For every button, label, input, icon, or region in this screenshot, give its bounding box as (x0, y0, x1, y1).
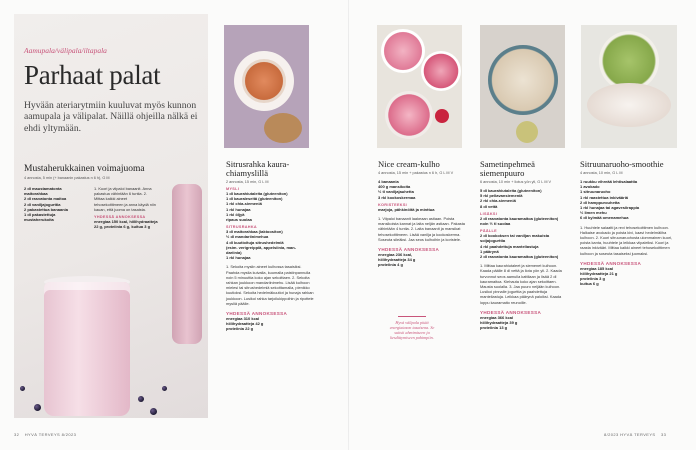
section-title: LISÄKSI (480, 211, 498, 216)
ingredient-list: 2 dl rasvatonta kauramaitoa (gluteeniton) noin ½ tl suolaa (480, 215, 559, 227)
nutrition-title: YHDESSÄ ANNOKSESSA (378, 247, 440, 253)
bowl (488, 45, 558, 115)
page-number: 33 (661, 432, 667, 437)
section-title: MYSLI (226, 187, 240, 191)
blackcurrant (162, 386, 167, 391)
photo-siemenpuuro (480, 25, 565, 148)
nutrition-info: energiaa 150 kcal, hiilihydraatteja 22 g, proteiinia 6 g, kuitua 3 g (94, 219, 158, 230)
blackcurrant (34, 404, 41, 411)
recipe-steps: 1. Kuori ja viipaloi banaanit. Anna pakastua vähintään 6 tuntia. 2. Mittaa kaikki aineet tehosekoittimeen ja anna käydä niin kauan, että juoma on tasaista. (94, 186, 156, 212)
saucer (587, 83, 671, 127)
granola-bowl (264, 113, 302, 143)
recipe-meta: 4 annosta, 15 min + pakastus n 6 h, G L M V (378, 171, 454, 175)
ingredient-list: 1 dl kaurahiutaleita (gluteeniton) 1 dl kauraleseitä (gluteeniton) 1 rkl chia-siemeniä 1 rkl hunajaa 1 rkl öljyä ripaus suolaa (226, 191, 288, 223)
magazine-issue: 8/2023 HYVÄ TERVEYS (604, 432, 656, 437)
magazine-issue: HYVÄ TERVEYS 8/2023 (24, 432, 77, 437)
page-fold (348, 0, 349, 450)
recipe-meta: 4 annosta, 10 min, G L M (580, 171, 623, 175)
nutrition-title: YHDESSÄ ANNOKSESSA (480, 309, 542, 315)
recipe-nice-cream (378, 160, 466, 268)
ingredient-list: 4 banaania 400 g mansikoita ½ tl vaniljajauhetta 3 rkl kookoskermaa (378, 179, 416, 200)
nutrition-title: YHDESSÄ ANNOKSESSA (94, 215, 146, 220)
bowl (421, 51, 461, 91)
section-title: KORISTEEKSI (378, 202, 408, 207)
recipe-smoothie (580, 160, 676, 287)
footer-right (604, 432, 666, 437)
recipe-meta: 2 annosta, 15 min, G L M (226, 180, 269, 184)
page-intro: Hyvään ateriarytmiin kuuluvat myös kunnon aamupala ja välipalat. Näillä ohjeilla nälkä ei ehdi yltymään. (24, 100, 198, 134)
recipe-blackcurrant-drink (24, 164, 174, 229)
blackcurrant (150, 408, 157, 415)
recipe-steps: 1. Viipaloi banaanit laakeaan astiaan. Poista mansikoista kannat ja laita neljän astiaan. Pakasta vähintään 4 tuntia. 2. Laita banaanit ja mansikat tehosekoittimeen. Lisää vanilja ja kookoskerma. Soseuta sileäksi. Jaa seos kulhoihin ja koristele. (378, 216, 465, 242)
granola (242, 59, 286, 103)
blackcurrant (20, 386, 25, 391)
page-number: 32 (14, 432, 20, 437)
recipe-meta: 6 annosta, 10 min + liotus yön yli, G L M V (480, 180, 552, 184)
recipe-siemenpuuro (480, 160, 568, 330)
footer-left (14, 432, 76, 437)
nutrition-info: energiaa 185 kcal hiilihydraatteja 21 g proteiinia 3 g kuitua 6 g (580, 265, 618, 287)
section-title: SITRUSRAHKA (226, 225, 257, 230)
ingredient-list: 2 dl maustamatonta maitorahkaa 2 dl rasvatonta maitoa 2 dl vaniljajogurttia 2 pakastettua banaania 1 dl pakastettuja mustaherukoita (24, 186, 69, 223)
nutrition-title: YHDESSÄ ANNOKSESSA (580, 260, 642, 266)
photo-smoothie (581, 25, 677, 148)
smoothie-bottle (172, 184, 202, 344)
recipe-steps: 1. Sekoita myslin aineet kulhossa tasaisiksi. Paahda myslia kuivalla, kuumalla paistinpannulla noin 5 minuuttia koko ajan sekoittaen. 2. Sekoita rahkan joukkoon mandariinimehu. Lisää kulhoon mielesi tai sitrushedelmiä sekoittamalla, pienikko kuutioksi. Sekoita hedelmäkuutiot ja hunaja rahkan joukkoon. Lusikoi rahka tarjoilukippoihin ja ripottele mysliä päälle. (226, 264, 314, 306)
ingredient-list: 1 ruukku vihreää lehtisalaattia 1 avokado 1 sitruunaruoho 1 rkl raastettua inkivääriä 2 dl hamppurouhetta 1 rkl hunajaa tai agavesiirappia ½ limen mehu 6 dl kylmää omenamehua (580, 179, 640, 221)
pull-quote: Hyvä välipala pitää energiatason tasaisena. Se suitsii ahmimiseen ja kesdittymiseen pahimpiin. (389, 320, 435, 340)
section-title: PÄÄLLE (480, 229, 497, 234)
nutrition-info: energiaa 236 kcal, hiilihydraatteja 34 g proteiinia 4 g (378, 252, 416, 268)
recipe-sitrusrahka (226, 160, 314, 332)
note-divider (398, 316, 426, 317)
bowl (385, 91, 433, 139)
recipe-title: Sametinpehmeä siemenpuuro (480, 159, 535, 178)
blackcurrant (138, 396, 144, 402)
recipe-title: Sitruunaruoho-smoothie (580, 159, 664, 169)
recipe-steps: 1. Mittaa kaurahiutaleet ja siemenet kulhoon. Kaada päälle 8 dl vettä ja liota yön yli. 2. Kaada turvonnut seos aamulla kattilaan ja lisää 2 dl kauramaitoa. Kiehauta koko ajan sekoittaen. Mausta suolalla. 3. Jaa puuro neljään kulhoon. Lusikoi pinnalle jogurttia ja paahdettuja manteliastuja. Leikkaa päärynä paloiksi. Kaada loppu kauramaito reunoille. (480, 263, 562, 305)
strawberry (435, 109, 449, 123)
recipe-title: Sitrusrahka kaura-chiamyslillä (226, 159, 290, 178)
recipe-title: Mustaherukkainen voimajuoma (24, 164, 145, 174)
page-title: Parhaat palat (24, 60, 161, 90)
recipe-title: Nice cream-kulho (378, 159, 440, 169)
recipe-steps: 1. Huuhtele salaatti ja revi tehosekoittimen kulhoon. Halkaise avokado ja poista kivi, kaavi hedelmäliha kulhoon. 2. Kuori sitruunaruohosta ulommainen kuori, poista kanta, huuhtele ja leikkaa viipaleiksi. Kuori ja raasta inkivääri. Mittaa kaikki aineet tehosekoittimen kulhoon ja soseuta tasaiseksi juomaksi. (580, 224, 673, 256)
ingredient-list: 5 dl kaurahiutaleita (gluteeniton) 5 rkl pellavansiemeniä 2 rkl chia-siemeniä 8 dl vettä (480, 188, 542, 209)
ingredient-list: 3 dl maitorahkaa (laktoositon) ½ dl mandariinimehua 4 dl kuutioituja sitrushedelmiä (esim. verigreippiä, appelsiinia, man- dariinia) 1 rkl hunajaa (226, 229, 297, 261)
photo-sitrusrahka (224, 25, 309, 148)
recipe-meta: 4 annosta, 5 min (+ banaanin pakastus n 6 h), G M (24, 176, 110, 180)
smoothie-glass (44, 282, 130, 416)
photo-nice-cream (377, 25, 462, 148)
section-kicker: Aamupala/välipala/iltapala (24, 46, 107, 55)
bowl (381, 29, 425, 73)
cup (599, 31, 659, 91)
nutrition-info: energiaa 366 kcal hiilihydraatteja 39 g proteiinia 13 g (480, 314, 518, 331)
nutrition-info: energiaa 310 kcal hiilihydraatteja 42 g proteiinia 22 g (226, 316, 264, 332)
topping-list: 2 dl kookoksen tai vaniljan makuista soijajogurttia 4 rkl paahdettuja manteliastuja 1 päärynä 2 dl rasvatonta kauramaitoa (gluteeniton) (480, 233, 559, 260)
garnish-list: marjoja, pähkinöitä ja minttua (378, 206, 435, 212)
pear (516, 121, 538, 143)
nutrition-title: YHDESSÄ ANNOKSESSA (226, 311, 288, 317)
